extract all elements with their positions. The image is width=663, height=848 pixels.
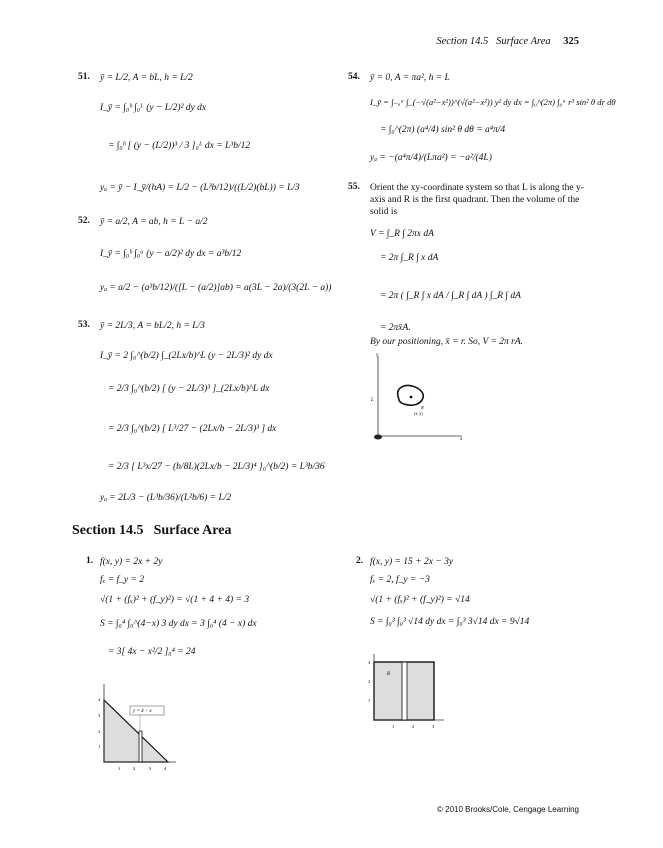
s1-line-3: √(1 + (fₓ)² + (f_y)²) = √(1 + 4 + 4) = 3 <box>100 595 250 605</box>
s1-line-4: S = ∫₀⁴ ∫₀^(4−x) 3 dy dx = 3 ∫₀⁴ (4 − x) dx <box>100 619 257 629</box>
fig2-tick-3: 3 <box>432 724 435 729</box>
fig2-tick-2: 2 <box>412 724 415 729</box>
fig55-rotation-marker <box>374 435 382 440</box>
p54-line-3: = ∫₀^(2π) (a⁴/4) sin² θ dθ = a⁴π/4 <box>380 125 506 135</box>
fig1-ytick-2: 2 <box>98 729 101 734</box>
p55-line-1: V = ∫_R ∫ 2πx dA <box>370 229 434 239</box>
fig1-ytick-1: 1 <box>98 744 101 749</box>
fig1-line-label: y = 4 − x <box>133 709 152 714</box>
figure-55 <box>368 352 468 446</box>
p53-line-3: = 2/3 ∫₀^(b/2) [ (y − 2L/3)³ ]_(2Lx/b)^L dx <box>108 384 270 394</box>
p54-line-1: ȳ = 0, A = πa², h = L <box>370 73 450 83</box>
fig1-ytick-4: 4 <box>98 697 101 702</box>
fig2-ytick-1: 1 <box>368 698 371 703</box>
p52-line-1: ȳ = a/2, A = ab, h = L − a/2 <box>100 217 208 227</box>
fig2-ytick-3: 3 <box>368 660 371 665</box>
p51-line-1: ȳ = L/2, A = bL, h = L/2 <box>100 73 193 83</box>
fig1-tick-2: 2 <box>133 766 136 771</box>
s1-line-2: fₓ = f_y = 2 <box>100 575 145 585</box>
p55-line-4: = 2πx̄A. <box>380 323 411 333</box>
fig1-ytick-3: 3 <box>98 713 101 718</box>
copyright-footer: © 2010 Brooks/Cole, Cengage Learning <box>437 805 579 814</box>
p52-line-3: yₐ = a/2 − (a³b/12)/([L − (a/2)]ab) = a(3L − 2a)/(3(2L − a)) <box>100 283 332 293</box>
problem-55-number: 55. <box>348 182 360 192</box>
p55-line-2: = 2π ∫_R ∫ x dA <box>380 253 439 263</box>
fig2-region-label: R <box>387 672 391 677</box>
fig1-tick-3: 3 <box>149 766 152 771</box>
p54-line-2: I_ȳ = ∫₋ₐᵃ ∫_(−√(a²−x²))^(√(a²−x²)) y² dy dx = ∫₀^(2π) ∫₀ᵃ r³ sin² θ dr dθ <box>370 97 616 107</box>
p55-text: Orient the xy-coordinate system so that L is along the y-axis and R is the first quadrant. Then the volume of the solid is <box>370 183 584 217</box>
fig55-axis-x-label: x <box>460 437 463 442</box>
fig1-tick-4: 4 <box>164 766 167 771</box>
fig2-strip <box>402 662 407 720</box>
problem-52-number: 52. <box>78 216 90 226</box>
running-header <box>436 36 579 47</box>
section-heading <box>72 523 231 539</box>
fig2-tick-1: 1 <box>392 724 395 729</box>
figure-1 <box>90 678 180 778</box>
header-section: Section 14.5 <box>436 36 489 47</box>
p53-line-2: I_ȳ = 2 ∫₀^(b/2) ∫_(2Lx/b)^L (y − 2L/3)² dy dx <box>100 351 273 361</box>
fig55-region <box>398 385 424 405</box>
problem-54-number: 54. <box>348 72 360 82</box>
section-title: Section 14.5 <box>72 523 144 538</box>
p53-line-4: = 2/3 ∫₀^(b/2) [ L³/27 − (2Lx/b − 2L/3)³ ] dx <box>108 424 277 434</box>
header-title: Surface Area <box>496 36 551 47</box>
p54-line-4: yₐ = −(a⁴π/4)/(Lπa²) = −a²/(4L) <box>370 153 492 163</box>
section-subtitle: Surface Area <box>153 523 232 538</box>
p52-line-2: I_ȳ = ∫₀ᵇ ∫₀ᵃ (y − a/2)² dy dx = a³b/12 <box>100 249 242 259</box>
fig55-R-label: R <box>421 405 424 410</box>
fig2-ytick-2: 2 <box>368 679 371 684</box>
page-number: 325 <box>563 36 579 47</box>
s1-line-1: f(x, y) = 2x + 2y <box>100 557 163 567</box>
fig55-centroid <box>410 396 413 399</box>
p55-conclusion: By our positioning, x̄ = r. So, V = 2π rA. <box>370 337 524 347</box>
fig55-L-label: L <box>371 398 374 403</box>
p51-line-2: I_ȳ = ∫₀ᵇ ∫₀ᴸ (y − L/2)² dy dx <box>100 103 207 113</box>
solution-2-number: 2. <box>356 556 364 566</box>
problem-53-number: 53. <box>78 320 90 330</box>
fig1-strip <box>139 731 142 762</box>
p53-line-1: ȳ = 2L/3, A = bL/2, h = L/3 <box>100 321 205 331</box>
p51-line-4: yₐ = ȳ − I_ȳ/(hA) = L/2 − (L³b/12)/((L/2)(bL)) = L/3 <box>100 183 300 193</box>
p51-line-3: = ∫₀ᵇ [ (y − (L/2))³ / 3 ]₀ᴸ dx = L³b/12 <box>108 141 251 151</box>
fig55-axis-y-label: y <box>376 353 379 358</box>
s2-line-3: √(1 + (fₓ)² + (f_y)²) = √14 <box>370 595 470 605</box>
p55-line-3: = 2π ( ∫_R ∫ x dA / ∫_R ∫ dA ) ∫_R ∫ dA <box>380 291 521 301</box>
solution-1-number: 1. <box>86 556 94 566</box>
fig55-point-label: (x̄, ȳ) <box>414 411 423 416</box>
problem-51-number: 51. <box>78 72 90 82</box>
figure-2 <box>362 650 448 734</box>
s2-line-1: f(x, y) = 15 + 2x − 3y <box>370 557 454 567</box>
s2-line-4: S = ∫₀³ ∫₀³ √14 dy dx = ∫₀³ 3√14 dx = 9√14 <box>370 617 530 627</box>
s1-line-5: = 3[ 4x − x²/2 ]₀⁴ = 24 <box>108 647 196 657</box>
p53-line-5: = 2/3 [ L³x/27 − (b/8L)(2Lx/b − 2L/3)⁴ ]₀^(b/2) = L³b/36 <box>108 462 325 472</box>
p53-line-6: yₐ = 2L/3 − (L³b/36)/(L²b/6) = L/2 <box>100 493 232 503</box>
s2-line-2: fₓ = 2, f_y = −3 <box>370 575 430 585</box>
fig1-tick-1: 1 <box>118 766 121 771</box>
